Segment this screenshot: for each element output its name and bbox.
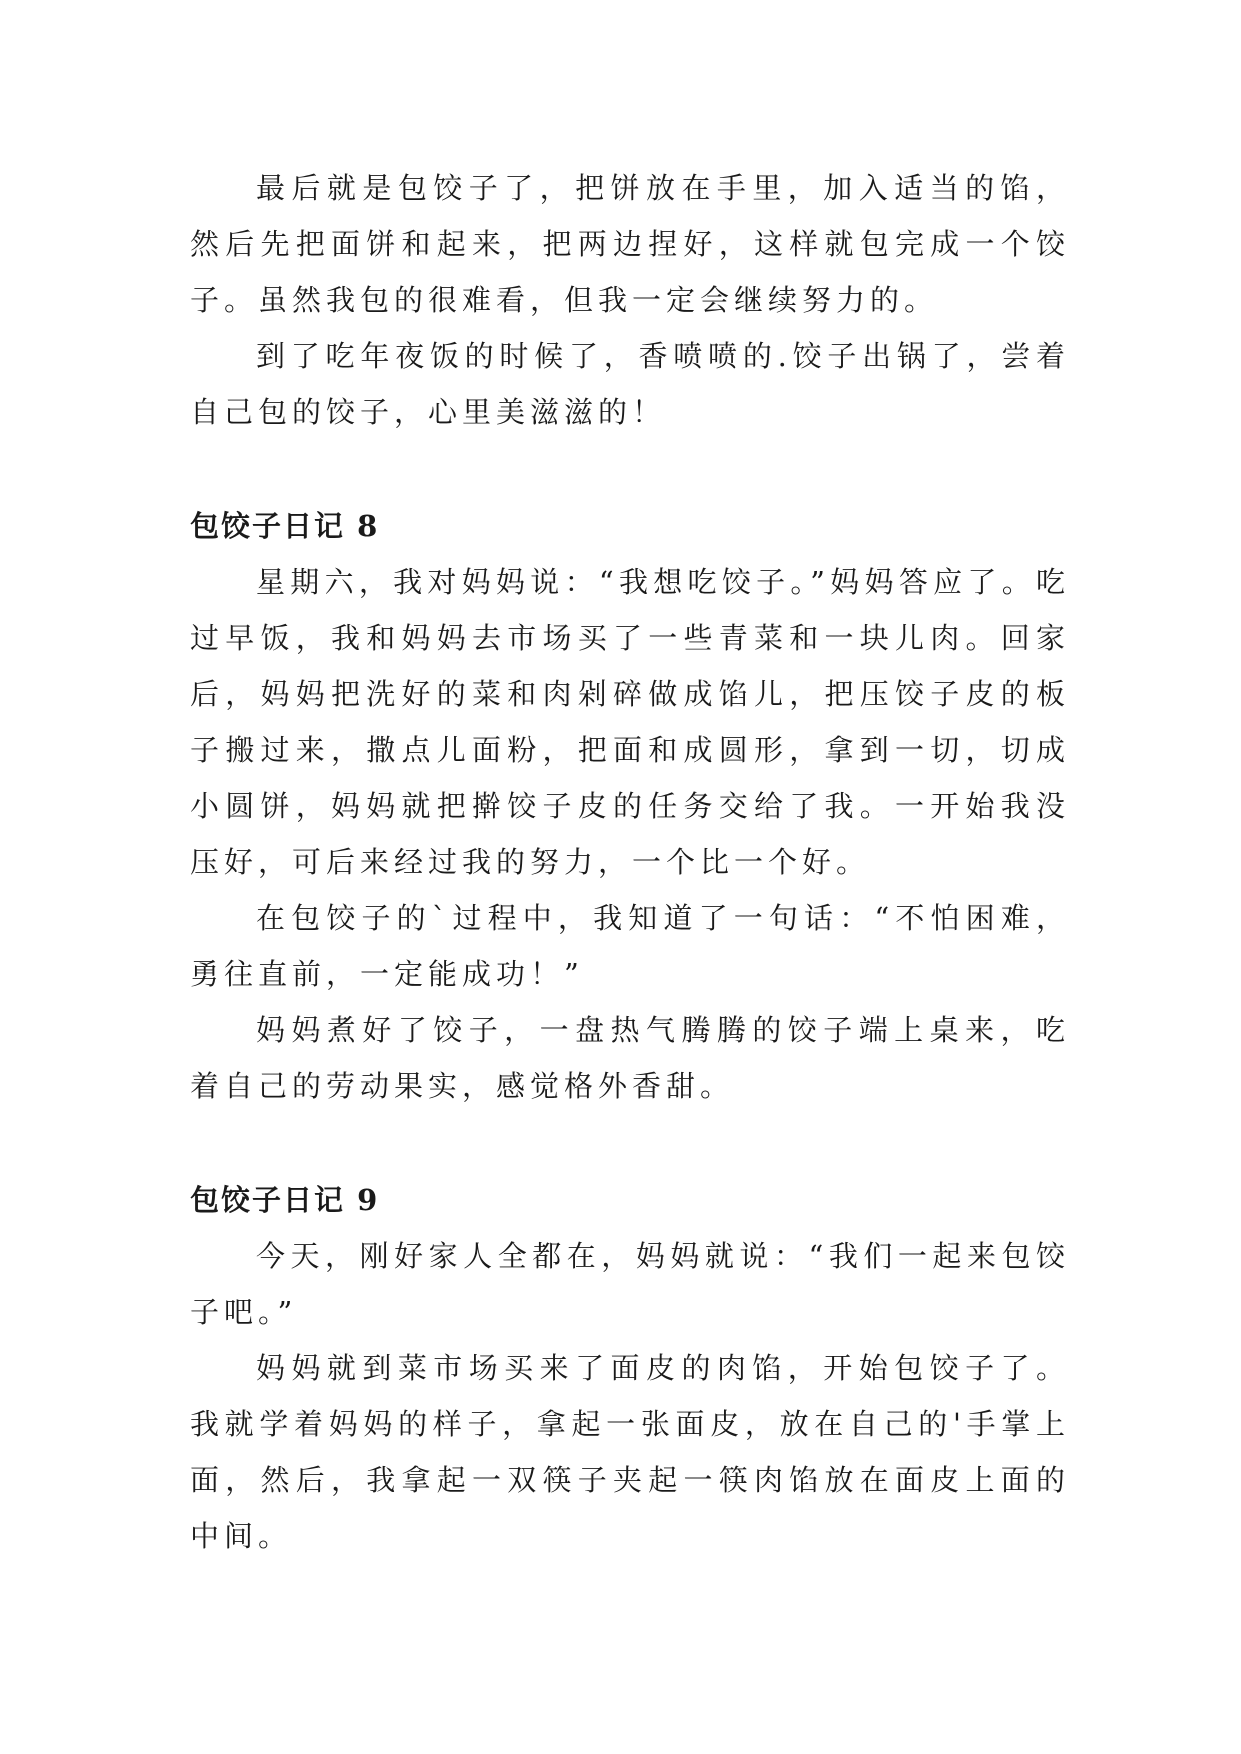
section-gap xyxy=(190,1114,1070,1172)
document-page xyxy=(190,160,1070,1564)
section-gap xyxy=(190,440,1070,498)
diary-title: 包饺子日记 8 xyxy=(190,509,380,543)
paragraph: 今天，刚好家人全都在，妈妈就说：“我们一起来包饺子吧。” xyxy=(190,1239,1070,1329)
diary-title: 包饺子日记 9 xyxy=(190,1183,380,1217)
paragraph: 星期六，我对妈妈说：“我想吃饺子。”妈妈答应了。吃过早饭，我和妈妈去市场买了一些青菜和一块儿肉。回家后，妈妈把洗好的菜和肉剁碎做成馅儿，把压饺子皮的板子搬过来，撒点儿面粉，把面和成圆形，拿到一切，切成小圆饼，妈妈就把擀饺子皮的任务交给了我。一开始我没压好，可后来经过我的努力，一个比一个好。 xyxy=(190,565,1070,879)
paragraph: 妈妈就到菜市场买来了面皮的肉馅，开始包饺子了。我就学着妈妈的样子，拿起一张面皮，放在自己的'手掌上面，然后，我拿起一双筷子夹起一筷肉馅放在面皮上面的中间。 xyxy=(190,1351,1070,1553)
paragraph: 在包饺子的`过程中，我知道了一句话：“不怕困难，勇往直前，一定能成功！” xyxy=(190,901,1070,991)
paragraph: 妈妈煮好了饺子，一盘热气腾腾的饺子端上桌来，吃着自己的劳动果实，感觉格外香甜。 xyxy=(190,1013,1070,1103)
paragraph: 最后就是包饺子了，把饼放在手里，加入适当的馅，然后先把面饼和起来，把两边捏好，这样就包完成一个饺子。虽然我包的很难看，但我一定会继续努力的。 xyxy=(190,171,1070,317)
paragraph: 到了吃年夜饭的时候了，香喷喷的.饺子出锅了，尝着自己包的饺子，心里美滋滋的！ xyxy=(190,339,1070,429)
